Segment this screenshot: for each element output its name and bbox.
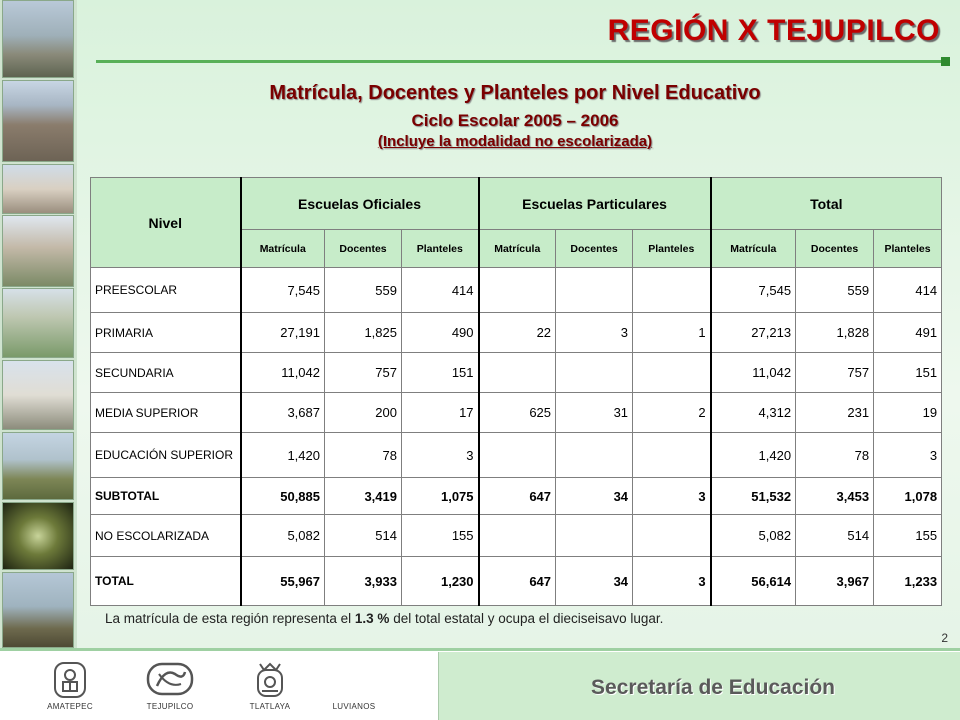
table-cell	[556, 515, 633, 557]
table-row	[91, 313, 942, 353]
footnote-percentage: 1.3 %	[354, 611, 390, 626]
table-cell: 27,213	[711, 313, 796, 353]
table-cell	[556, 268, 633, 313]
table-cell: 3	[633, 557, 711, 606]
table-cell: 3,419	[325, 478, 402, 515]
table-cell	[479, 433, 556, 478]
row-label-nivel: MEDIA SUPERIOR	[91, 393, 241, 433]
secretaria-label: Secretaría de Educación	[591, 676, 835, 699]
row-label-nivel: SECUNDARIA	[91, 353, 241, 393]
row-label-nivel: SUBTOTAL	[91, 478, 241, 515]
logo-caption-tejupilco: TEJUPILCO	[146, 702, 194, 711]
table-cell: 1,828	[796, 313, 874, 353]
footnote-text-start: La matrícula de esta región representa el	[105, 611, 355, 626]
subheader-matricula: Matrícula	[479, 230, 556, 268]
row-label-nivel: PRIMARIA	[91, 313, 241, 353]
table-cell	[633, 515, 711, 557]
table-cell	[633, 433, 711, 478]
table-cell: 514	[796, 515, 874, 557]
table-cell: 3	[633, 478, 711, 515]
table-cell: 3,453	[796, 478, 874, 515]
photo-mountains	[2, 432, 74, 500]
table-cell	[556, 353, 633, 393]
table-cell: 1,420	[241, 433, 325, 478]
tlatlaya-glyph-icon	[252, 660, 288, 700]
table-cell: 3	[402, 433, 479, 478]
table-cell: 414	[402, 268, 479, 313]
footer-divider	[0, 648, 960, 651]
table-cell	[633, 353, 711, 393]
table-cell: 514	[325, 515, 402, 557]
table-cell: 78	[325, 433, 402, 478]
photo-kiosk	[2, 360, 74, 430]
photo-church-tower	[2, 215, 74, 287]
table-cell: 155	[402, 515, 479, 557]
header-escuelas-oficiales: Escuelas Oficiales	[241, 178, 479, 230]
table-cell: 757	[796, 353, 874, 393]
page-number: 2	[941, 631, 948, 645]
table-cell: 757	[325, 353, 402, 393]
enrollment-table	[90, 177, 942, 606]
table-cell: 11,042	[241, 353, 325, 393]
subheader-matricula: Matrícula	[241, 230, 325, 268]
row-label-nivel: NO ESCOLARIZADA	[91, 515, 241, 557]
table-cell	[479, 515, 556, 557]
header-escuelas-particulares: Escuelas Particulares	[479, 178, 711, 230]
table-cell: 19	[874, 393, 942, 433]
table-cell: 7,545	[241, 268, 325, 313]
table-body	[91, 268, 942, 606]
subheader-matricula: Matrícula	[711, 230, 796, 268]
table-cell: 4,312	[711, 393, 796, 433]
table-cell: 200	[325, 393, 402, 433]
table-cell: 78	[796, 433, 874, 478]
footnote	[105, 611, 663, 626]
table-cell: 34	[556, 478, 633, 515]
table-cell: 50,885	[241, 478, 325, 515]
title-divider-square	[941, 57, 950, 66]
table-cell: 27,191	[241, 313, 325, 353]
page-note: (Incluye la modalidad no escolarizada)	[377, 133, 653, 150]
table-cell: 22	[479, 313, 556, 353]
table-cell: 7,545	[711, 268, 796, 313]
table-cell: 1,233	[874, 557, 942, 606]
table-cell: 5,082	[711, 515, 796, 557]
photo-building-arches	[2, 80, 74, 162]
table-cell: 3,933	[325, 557, 402, 606]
table-cell: 625	[479, 393, 556, 433]
table-cell: 231	[796, 393, 874, 433]
table-cell: 559	[796, 268, 874, 313]
logo-amatepec	[44, 660, 96, 711]
table-cell: 491	[874, 313, 942, 353]
table-cell: 55,967	[241, 557, 325, 606]
table-row	[91, 515, 942, 557]
table-cell: 1,078	[874, 478, 942, 515]
table-cell: 490	[402, 313, 479, 353]
subheader-docentes: Docentes	[325, 230, 402, 268]
table-row	[91, 478, 942, 515]
table-cell: 5,082	[241, 515, 325, 557]
photo-hills	[2, 572, 74, 648]
table-cell: 414	[874, 268, 942, 313]
table-cell: 647	[479, 478, 556, 515]
photo-cave	[2, 502, 74, 570]
table-row	[91, 433, 942, 478]
table-cell: 34	[556, 557, 633, 606]
tejupilco-glyph-icon	[145, 660, 195, 700]
logo-caption-tlatlaya: TLATLAYA	[249, 702, 291, 711]
table-cell: 2	[633, 393, 711, 433]
subheader-docentes: Docentes	[796, 230, 874, 268]
photo-plaza	[2, 288, 74, 358]
amatepec-glyph-icon	[52, 660, 88, 700]
logo-luvianos	[326, 700, 382, 711]
page-subtitle: Ciclo Escolar 2005 – 2006	[411, 111, 619, 130]
logo-caption-luvianos: LUVIANOS	[332, 702, 376, 711]
table-cell: 155	[874, 515, 942, 557]
row-label-nivel: TOTAL	[91, 557, 241, 606]
subheader-planteles: Planteles	[402, 230, 479, 268]
page-title: Matrícula, Docentes y Planteles por Nivel Educativo	[269, 82, 761, 104]
footnote-text-end: del total estatal y ocupa el dieciseisavo lugar.	[389, 611, 664, 626]
photo-town-street	[2, 0, 74, 78]
logo-tejupilco	[140, 660, 200, 711]
table-cell: 151	[874, 353, 942, 393]
table-row	[91, 393, 942, 433]
table-cell: 51,532	[711, 478, 796, 515]
table-cell	[556, 433, 633, 478]
title-divider	[96, 60, 946, 63]
table-row	[91, 353, 942, 393]
subheader-docentes: Docentes	[556, 230, 633, 268]
table-cell: 647	[479, 557, 556, 606]
row-label-nivel: EDUCACIÓN SUPERIOR	[91, 433, 241, 478]
region-title: REGIÓN X TEJUPILCO	[607, 14, 940, 47]
table-cell: 1,825	[325, 313, 402, 353]
secretaria-panel	[438, 652, 960, 720]
table-cell: 56,614	[711, 557, 796, 606]
row-label-nivel: PREESCOLAR	[91, 268, 241, 313]
header-nivel: Nivel	[91, 178, 241, 268]
table-row	[91, 557, 942, 606]
table-row	[91, 268, 942, 313]
photo-strip	[0, 0, 77, 648]
table-cell: 1	[633, 313, 711, 353]
table-cell: 3,967	[796, 557, 874, 606]
table-cell: 559	[325, 268, 402, 313]
logo-tlatlaya	[242, 660, 298, 711]
subheader-planteles: Planteles	[633, 230, 711, 268]
photo-church	[2, 164, 74, 214]
header-total: Total	[711, 178, 942, 230]
table-cell: 1,075	[402, 478, 479, 515]
table-cell: 31	[556, 393, 633, 433]
table-cell: 1,230	[402, 557, 479, 606]
table-cell: 1,420	[711, 433, 796, 478]
table-cell: 151	[402, 353, 479, 393]
table-cell: 3	[556, 313, 633, 353]
logo-caption-amatepec: AMATEPEC	[47, 702, 93, 711]
table-cell: 3,687	[241, 393, 325, 433]
table-cell: 3	[874, 433, 942, 478]
table-cell	[479, 353, 556, 393]
table-cell	[633, 268, 711, 313]
table-cell: 17	[402, 393, 479, 433]
table-cell	[479, 268, 556, 313]
subheader-planteles: Planteles	[874, 230, 942, 268]
table-cell: 11,042	[711, 353, 796, 393]
